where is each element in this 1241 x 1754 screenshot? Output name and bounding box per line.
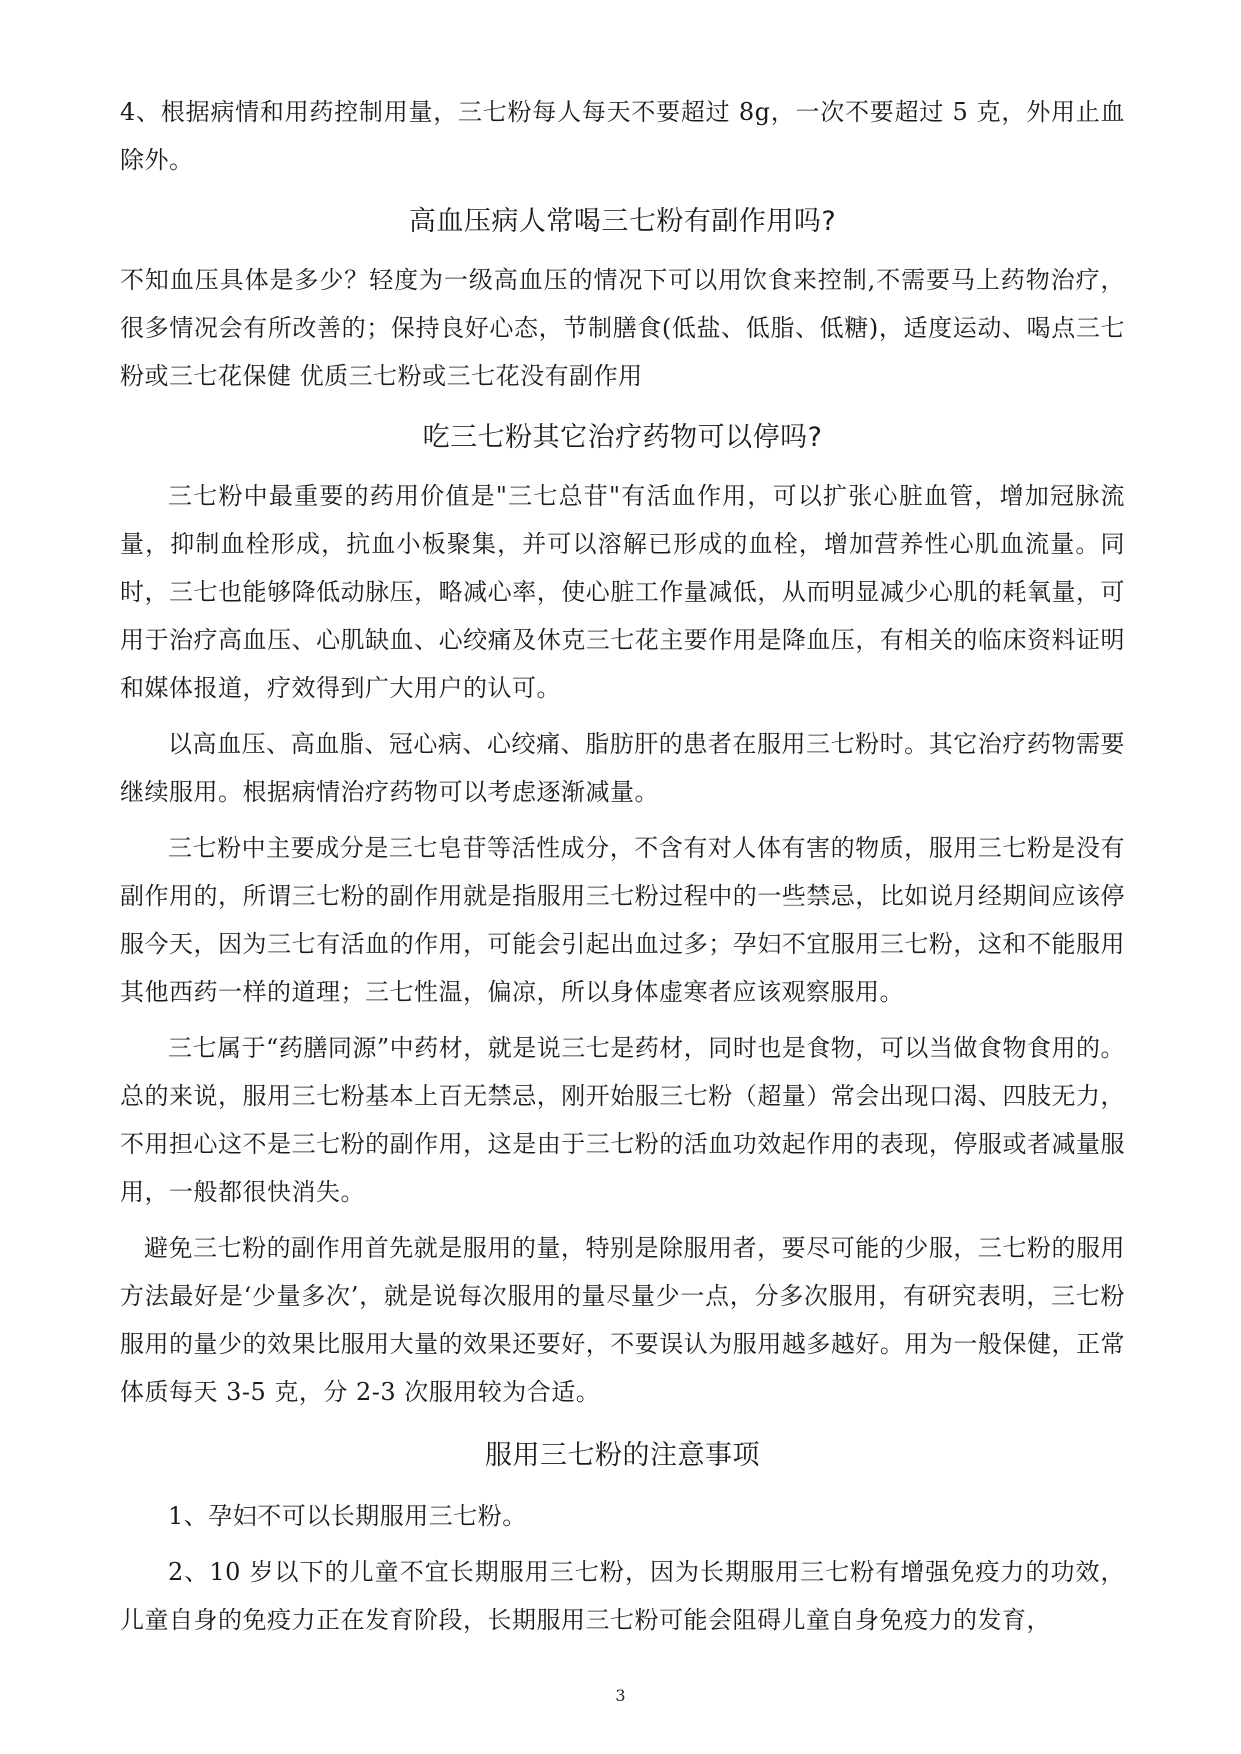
paragraph-continue-medication: 以高血压、高血脂、冠心病、心绞痛、脂肪肝的患者在服用三七粉时。其它治疗药物需要继续服用。根据病情治疗药物可以考虑逐渐减量。 bbox=[120, 730, 1125, 806]
section-heading-precautions: 服用三七粉的注意事项 bbox=[485, 1440, 760, 1471]
section-heading-stop-medication: 吃三七粉其它治疗药物可以停吗? bbox=[422, 422, 823, 453]
document-page bbox=[120, 88, 1125, 1688]
paragraph-total-saponins: 三七粉中最重要的药用价值是"三七总苷"有活血作用，可以扩张心脏血管，增加冠脉流量，抑制血栓形成，抗血小板聚集，并可以溶解已形成的血栓，增加营养性心肌血流量。同时，三七也能够降低动脉压，略减心率，使心脏工作量减低，从而明显减少心肌的耗氧量，可用于治疗高血压、心肌缺血、心绞痛及休克三七花主要作用是降血压，有相关的临床资料证明和媒体报道，疗效得到广大用户的认可。 bbox=[120, 482, 1125, 702]
section-heading-hypertension: 高血压病人常喝三七粉有副作用吗? bbox=[408, 206, 837, 237]
paragraph-hypertension-answer: 不知血压具体是多少？轻度为一级高血压的情况下可以用饮食来控制,不需要马上药物治疗，很多情况会有所改善的；保持良好心态，节制膳食(低盐、低脂、低糖)，适度运动、喝点三七粉或三七花保健 优质三七粉或三七花没有副作用 bbox=[120, 266, 1125, 390]
paragraph-food-medicine: 三七属于“药膳同源”中药材，就是说三七是药材，同时也是食物，可以当做食物食用的。总的来说，服用三七粉基本上百无禁忌，刚开始服三七粉（超量）常会出现口渴、四肢无力，不用担心这不是三七粉的副作用，这是由于三七粉的活血功效起作用的表现，停服或者减量服用，一般都很快消失。 bbox=[120, 1034, 1125, 1206]
precaution-item-1: 1、孕妇不可以长期服用三七粉。 bbox=[168, 1502, 527, 1530]
paragraph-dosage: 避免三七粉的副作用首先就是服用的量，特别是除服用者，要尽可能的少服，三七粉的服用方法最好是‘少量多次’，就是说每次服用的量尽量少一点，分多次服用，有研究表明，三七粉服用的量少的效果比服用大量的效果还要好，不要误认为服用越多越好。用为一般保健，正常体质每天 3-5 克，分 2-3 次服用较为合适。 bbox=[120, 1234, 1125, 1406]
precaution-item-2: 2、10 岁以下的儿童不宜长期服用三七粉，因为长期服用三七粉有增强免疫力的功效，儿童自身的免疫力正在发育阶段，长期服用三七粉可能会阻碍儿童自身免疫力的发育， bbox=[120, 1558, 1125, 1634]
page-number: 3 bbox=[615, 1686, 626, 1705]
paragraph-side-effects: 三七粉中主要成分是三七皂苷等活性成分，不含有对人体有害的物质，服用三七粉是没有副作用的，所谓三七粉的副作用就是指服用三七粉过程中的一些禁忌，比如说月经期间应该停服今天，因为三七有活血的作用，可能会引起出血过多；孕妇不宜服用三七粉，这和不能服用其他西药一样的道理；三七性温，偏凉，所以身体虚寒者应该观察服用。 bbox=[120, 834, 1125, 1006]
intro-paragraph: 4、根据病情和用药控制用量，三七粉每人每天不要超过 8g，一次不要超过 5 克，外用止血除外。 bbox=[120, 98, 1125, 174]
